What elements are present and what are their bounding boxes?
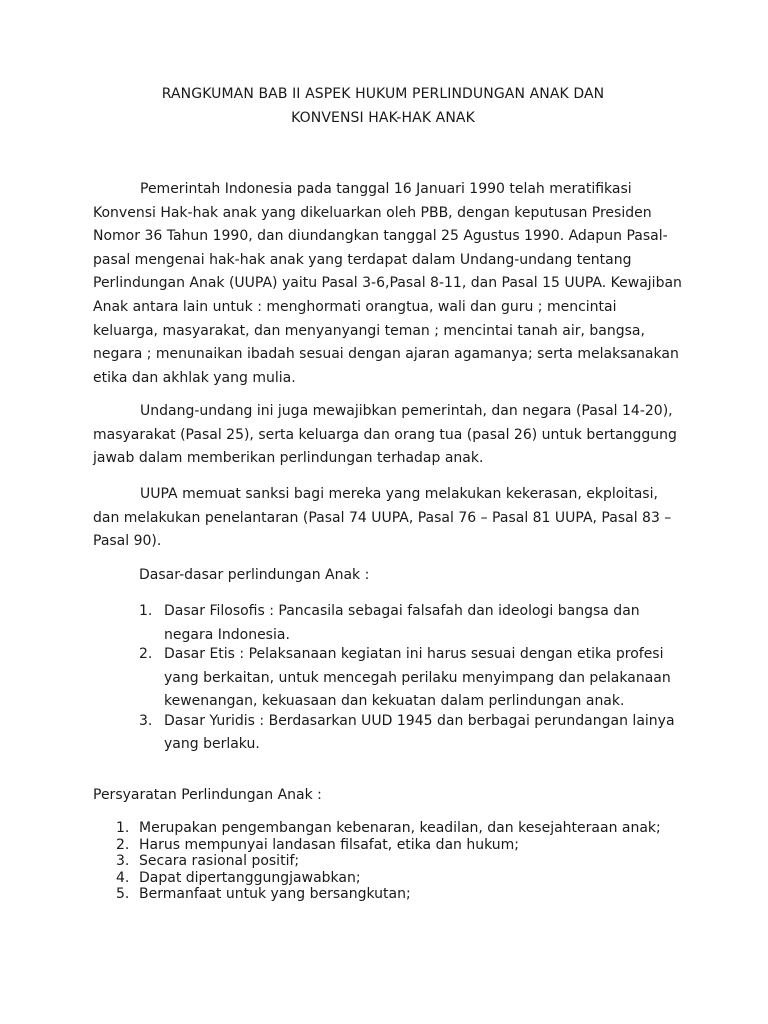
list-item-text: Dapat dipertanggungjawabkan; (139, 869, 361, 886)
document-title-line-2: KONVENSI HAK-HAK ANAK (291, 110, 475, 126)
paragraph-obligations: Undang-undang ini juga mewajibkan pemerintah, dan negara (Pasal 14-20), masyarakat (Pasal 25), serta keluarga dan orang tua (pasal 26) untuk bertanggung jawab dalam memberikan perlindungan terhadap anak. (93, 403, 677, 467)
paragraph-ratification: Pemerintah Indonesia pada tanggal 16 Januari 1990 telah meratifikasi Konvensi Hak-hak anak yang dikeluarkan oleh PBB, dengan keputusan Presiden Nomor 36 Tahun 1990, dan diundangkan tanggal 25 Agustus 1990. Adapun Pasal-pasal mengenai hak-hak anak yang terdapat dalam Undang-undang tentang Perlindungan Anak (UUPA) yaitu Pasal 3-6,Pasal 8-11, dan Pasal 15 UUPA. Kewajiban Anak antara lain untuk : menghormati orangtua, wali dan guru ; mencintai keluarga, masyarakat, dan menyanyangi teman ; mencintai tanah air, bangsa, negara ; menunaikan ibadah sesuai dengan ajaran agamanya; serta melaksanakan etika dan akhlak yang mulia. (93, 181, 682, 386)
list-item (139, 600, 685, 647)
syarat-heading: Persyaratan Perlindungan Anak : (93, 787, 322, 803)
list-item (116, 853, 676, 870)
list-item-text: Secara rasional positif; (139, 853, 300, 870)
document-title-line-1: RANGKUMAN BAB II ASPEK HUKUM PERLINDUNGAN ANAK DAN (161, 86, 605, 102)
list-item-number: 1. (116, 820, 130, 836)
list-item-number: 1. (139, 603, 153, 619)
list-item-text: Harus mempunyai landasan filsafat, etika dan hukum; (139, 836, 520, 853)
list-item-number: 2. (116, 836, 130, 853)
dasar-heading: Dasar-dasar perlindungan Anak : (139, 567, 370, 583)
list-item-text: Dasar Filosofis : Pancasila sebagai falsafah dan ideologi bangsa dan negara Indonesia. (164, 603, 640, 643)
syarat-list (116, 820, 676, 903)
list-item (139, 643, 685, 714)
list-item (116, 870, 676, 887)
list-item-number: 4. (116, 869, 130, 886)
dasar-list (139, 600, 685, 757)
list-item-text: Dasar Etis : Pelaksanaan kegiatan ini harus sesuai dengan etika profesi yang berkaitan, untuk mencegah perilaku menyimpang dan pelakanaan kewenangan, kekuasaan dan kekuatan dalam perlindungan anak. (164, 646, 671, 709)
list-item (116, 820, 676, 837)
list-item (116, 886, 676, 903)
list-item-number: 2. (139, 646, 153, 662)
list-item (139, 710, 685, 757)
list-item-number: 3. (139, 712, 153, 729)
list-item-text: Dasar Yuridis : Berdasarkan UUD 1945 dan berbagai perundangan lainya yang berlaku. (164, 712, 675, 752)
list-item-text: Bermanfaat untuk yang bersangkutan; (139, 886, 411, 903)
list-item-number: 3. (116, 853, 130, 870)
list-item-text: Merupakan pengembangan kebenaran, keadilan, dan kesejahteraan anak; (139, 820, 661, 836)
list-item-number: 5. (116, 886, 130, 903)
paragraph-sanctions: UUPA memuat sanksi bagi mereka yang melakukan kekerasan, ekploitasi, dan melakukan penelantaran (Pasal 74 UUPA, Pasal 76 – Pasal 81 UUPA, Pasal 83 – Pasal 90). (93, 486, 672, 550)
list-item (116, 837, 676, 854)
